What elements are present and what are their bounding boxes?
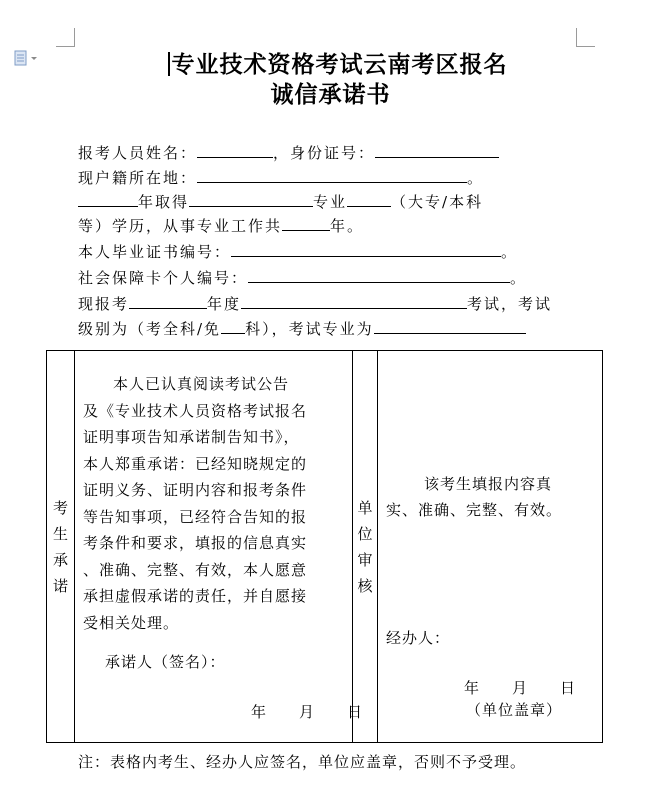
year-label: 年度 (207, 295, 242, 313)
unit-stamp-label: （单位盖章） (466, 701, 563, 719)
document-subtitle: 诚信承诺书 (270, 82, 391, 108)
exempt-blank[interactable] (221, 317, 245, 334)
name-blank[interactable] (197, 141, 273, 158)
header-char: 承 (52, 550, 68, 569)
name-label: 报考人员姓名： (78, 144, 198, 162)
cert-label: 本人毕业证书编号： (78, 243, 232, 261)
social-label: 社会保障卡个人编号： (78, 269, 249, 287)
year-obtained-label: 年取得 (138, 193, 190, 211)
commitment-table (46, 350, 603, 743)
degree-blank[interactable] (347, 190, 391, 207)
candidate-commitment-header (47, 351, 75, 743)
audit-line: 实、准确、完整、有效。 (386, 501, 563, 519)
header-char: 考 (52, 498, 68, 517)
header-char: 核 (357, 576, 373, 595)
level-line (78, 317, 526, 339)
period: 。 (501, 243, 519, 261)
promise-line: 本人郑重承诺：已经知晓规定的 (83, 454, 308, 473)
education-line (78, 190, 483, 212)
apply-year-blank[interactable] (129, 292, 207, 309)
id-label: ，身份证号： (273, 144, 376, 162)
name-id-line (78, 141, 499, 163)
text-cursor (168, 52, 170, 76)
apply-line (78, 292, 552, 314)
social-blank[interactable] (248, 266, 510, 283)
residence-label: 现户籍所在地： (78, 169, 198, 187)
handler-label: 经办人： (386, 629, 451, 647)
commitment-text-cell[interactable] (75, 351, 364, 743)
footnote: 注：表格内考生、经办人应签名，单位应盖章，否则不予受理。 (78, 753, 527, 771)
work-years-line (78, 214, 364, 236)
promise-line: 承担虚假承诺的责任，并自愿接 (83, 587, 308, 605)
period: 。 (510, 269, 528, 287)
signer-label: 承诺人（签名）： (105, 653, 226, 671)
promise-line: 考条件和要求，填报的信息真实 (83, 534, 308, 552)
degree-hint: （大专/本科 (391, 193, 484, 211)
audit-line: 该考生填报内容真 (424, 475, 553, 493)
exam-label: 考试，考试 (467, 295, 553, 313)
document-title (0, 46, 661, 79)
unit-date: 年 月 日 (464, 679, 577, 697)
level-suffix: 科），考试专业为 (245, 320, 374, 338)
year-obtained-blank[interactable] (78, 190, 138, 207)
promise-line: 证明事项告知承诺制告知书》， (83, 428, 300, 446)
promise-line: 等告知事项，已经符合告知的报 (83, 507, 308, 526)
level-prefix: 级别为（考全科/免 (78, 320, 222, 338)
header-char: 生 (52, 524, 68, 543)
exam-major-blank[interactable] (374, 317, 526, 334)
period: 。 (467, 169, 485, 187)
promise-line: 及《专业技术人员资格考试报名 (83, 401, 308, 420)
cert-line (78, 240, 518, 262)
major-label: 专业 (313, 193, 348, 211)
signer-date: 年 月 日 (251, 703, 364, 721)
header-char: 位 (357, 524, 373, 543)
apply-label: 现报考 (78, 295, 130, 313)
major-blank[interactable] (189, 190, 313, 207)
social-line (78, 266, 527, 288)
header-char: 单 (357, 498, 373, 517)
exam-name-blank[interactable] (241, 292, 467, 309)
header-char: 诺 (52, 576, 68, 595)
id-blank[interactable] (375, 141, 499, 158)
title-line-1: 专业技术资格考试云南考区报名 (171, 52, 508, 78)
residence-line (78, 166, 484, 188)
work-years-blank[interactable] (282, 214, 330, 231)
page-corner-mark-top-right (576, 28, 595, 47)
work-suffix: 年。 (330, 217, 365, 235)
promise-line: 本人已认真阅读考试公告 (113, 375, 290, 393)
work-prefix: 等）学历，从事专业工作共 (78, 217, 283, 235)
unit-audit-header (353, 351, 378, 743)
header-char: 审 (357, 550, 373, 569)
residence-blank[interactable] (197, 166, 467, 183)
cert-blank[interactable] (231, 240, 501, 257)
promise-line: 、准确、完整、有效，本人愿意 (83, 560, 308, 579)
unit-audit-cell[interactable] (378, 351, 603, 743)
promise-line: 受相关处理。 (83, 613, 180, 632)
promise-line: 证明义务、证明内容和报考条件 (83, 481, 308, 499)
page-corner-mark-top-left (56, 28, 75, 47)
